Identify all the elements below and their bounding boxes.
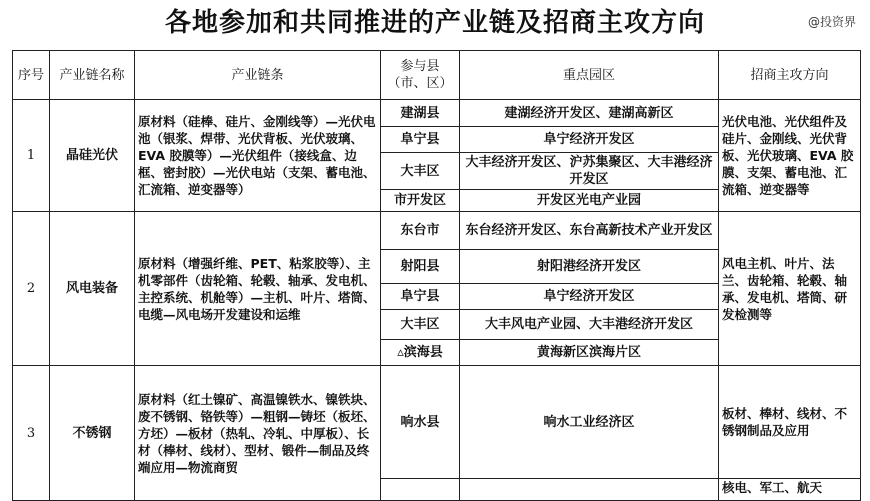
park: 黄海新区滨海片区	[460, 340, 719, 366]
park: 射阳港经济开发区	[460, 250, 719, 284]
county: 东台市	[381, 212, 460, 250]
header-county: 参与县（市、区）	[381, 51, 460, 100]
chain-description: 原材料（红土镍矿、高温镍铁水、镍铁块、废不锈钢、铬铁等）—粗钢—铸坯（板坯、方坯）—板材（热轧、冷轧、中厚板）、长材（棒材、线材）、型材、锻件—制品及终端应用—物流商贸	[135, 366, 381, 501]
investment-direction-partial: 核电、军工、航天	[719, 479, 861, 501]
county: 大丰区	[381, 310, 460, 340]
county: 射阳县	[381, 250, 460, 284]
row-number: 2	[13, 212, 50, 366]
chain-name: 不锈钢	[50, 366, 135, 501]
table-row	[13, 212, 861, 250]
header-chain-name: 产业链名称	[50, 51, 135, 100]
investment-direction: 光伏电池、光伏组件及硅片、金刚线、光伏背板、光伏玻璃、EVA 胶膜、支架、蓄电池、汇流箱、逆变器等	[719, 100, 861, 212]
table-header-row	[13, 51, 861, 100]
park: 开发区光电产业园	[460, 190, 719, 212]
investment-direction: 板材、棒材、线材、不锈钢制品及应用	[719, 366, 861, 479]
county: 建湖县	[381, 100, 460, 127]
table-row	[13, 366, 861, 479]
chain-description: 原材料（硅棒、硅片、金刚线等）—光伏电池（银浆、焊带、光伏背板、光伏玻璃、EVA 胶膜等）—光伏组件（接线盒、边框、密封胶）—光伏电站（支架、蓄电池、汇流箱、逆变器等）	[135, 100, 381, 212]
county: ▵滨海县	[381, 340, 460, 366]
header-chain: 产业链条	[135, 51, 381, 100]
county: 阜宁县	[381, 127, 460, 153]
county: 响水县	[381, 366, 460, 479]
park-partial	[460, 479, 719, 501]
industry-chain-table	[12, 50, 861, 501]
chain-name: 晶硅光伏	[50, 100, 135, 212]
header-direction: 招商主攻方向	[719, 51, 861, 100]
park: 阜宁经济开发区	[460, 127, 719, 153]
watermark: @投资界	[808, 15, 857, 29]
investment-direction: 风电主机、叶片、法兰、齿轮箱、轮毂、轴承、发电机、塔筒、研发检测等	[719, 212, 861, 366]
chain-description: 原材料（增强纤维、PET、粘浆胶等）、主机零部件（齿轮箱、轮毂、轴承、发电机、主控系统、机舱等）—主机、叶片、塔筒、电缆—风电场开发建设和运维	[135, 212, 381, 366]
table-row	[13, 100, 861, 127]
park: 阜宁经济开发区	[460, 284, 719, 310]
row-number: 3	[13, 366, 50, 501]
header-park: 重点园区	[460, 51, 719, 100]
row-number: 1	[13, 100, 50, 212]
header-seq: 序号	[13, 51, 50, 100]
page-title: 各地参加和共同推进的产业链及招商主攻方向	[164, 8, 705, 38]
park: 响水工业经济区	[460, 366, 719, 479]
county: 阜宁县	[381, 284, 460, 310]
park: 建湖经济开发区、建湖高新区	[460, 100, 719, 127]
park: 东台经济开发区、东台高新技术产业开发区	[460, 212, 719, 250]
park: 大丰经济开发区、沪苏集聚区、大丰港经济开发区	[460, 153, 719, 190]
chain-name: 风电装备	[50, 212, 135, 366]
county-partial	[381, 479, 460, 501]
county: 市开发区	[381, 190, 460, 212]
park: 大丰风电产业园、大丰港经济开发区	[460, 310, 719, 340]
county: 大丰区	[381, 153, 460, 190]
